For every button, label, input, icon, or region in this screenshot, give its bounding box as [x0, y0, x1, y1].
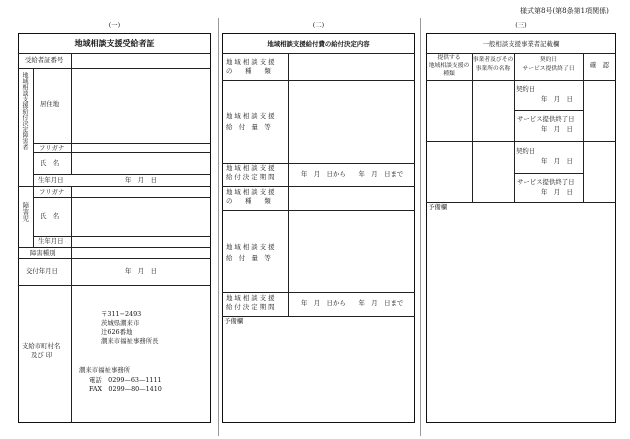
- municipality-label-line2: 及び 印: [31, 351, 53, 359]
- divider: [222, 186, 415, 187]
- divider: [222, 292, 415, 293]
- issuer-tel: 電話 0299—63—1111: [89, 376, 162, 384]
- amount-label-line1: 地 域 相 談 支 援: [226, 243, 275, 251]
- period-value: 年 月 日から 年 月 日まで: [301, 170, 404, 178]
- divider: [426, 80, 616, 81]
- entry-end-date: 年 月 日: [541, 188, 573, 196]
- issuer-officer: 潮来市福祉事務所長: [101, 337, 159, 345]
- entry-end-date: 年 月 日: [541, 125, 573, 133]
- panel-one-frame: [18, 33, 211, 423]
- col1-header-line2: 地域相談支援の: [428, 63, 470, 69]
- period-label-line1: 地 域 相 談 支 援: [226, 294, 275, 302]
- panel-three-title: 一般相談支援事業者記載欄: [482, 40, 560, 48]
- kind-label-line2: の 種 類: [226, 67, 271, 75]
- divider: [18, 247, 211, 248]
- entry-end-label: サービス提供終了日: [517, 178, 575, 186]
- birthdate-value: 年 月 日: [125, 176, 157, 184]
- amount-label-line2: 給 付 量 等: [226, 254, 271, 262]
- divider: [426, 53, 616, 54]
- divider: [18, 258, 211, 259]
- divider: [33, 174, 211, 175]
- panel-three-remarks-label: 予備欄: [428, 203, 448, 211]
- issuer-street: 辻626番地: [101, 328, 133, 336]
- divider: [71, 53, 72, 68]
- divider: [33, 152, 211, 153]
- divider: [222, 80, 415, 81]
- col3-header-line1: 契約日: [539, 57, 558, 63]
- divider: [222, 210, 415, 211]
- amount-label-line2: 給 付 量 等: [226, 123, 271, 131]
- child-section-label: 障害児: [21, 202, 30, 222]
- entry-contract-date: 年 月 日: [541, 157, 573, 165]
- furigana-label: フリガナ: [39, 144, 65, 152]
- col1-header-line3: 種類: [443, 71, 455, 77]
- amount-label-line1: 地 域 相 談 支 援: [226, 112, 275, 120]
- divider: [514, 53, 515, 202]
- disability-type-label: 障害種別: [30, 249, 56, 257]
- panel-two-number: (二): [312, 21, 325, 29]
- divider: [33, 68, 34, 186]
- address-label: 居住地: [40, 100, 60, 108]
- panel-three-number: (三): [515, 21, 527, 29]
- kind-label-line1: 地 域 相 談 支 援: [226, 188, 275, 196]
- divider: [18, 53, 211, 54]
- entry-end-label: サービス提供終了日: [517, 115, 575, 123]
- divider: [514, 110, 583, 111]
- divider: [18, 285, 211, 286]
- period-label-line1: 地 域 相 談 支 援: [226, 164, 275, 172]
- period-label-line2: 給 付 決 定 期 間: [226, 173, 275, 181]
- entry-contract-label: 契約日: [516, 147, 536, 155]
- child-furigana-label: フリガナ: [39, 188, 65, 196]
- panel-two-remarks-label: 予備欄: [224, 317, 244, 325]
- divider: [472, 53, 473, 202]
- name-label: 氏 名: [40, 159, 60, 167]
- divider: [18, 186, 211, 187]
- divider: [71, 285, 72, 423]
- issue-date-label: 交付年月日: [26, 267, 58, 275]
- col2-header-line2: 事業所の名称: [475, 66, 511, 72]
- issuer-postal: 〒311−2493: [101, 310, 142, 318]
- form-number: 様式第8号(第8条第1項関係): [520, 7, 609, 15]
- divider: [71, 186, 72, 247]
- entry-contract-label: 契約日: [516, 85, 536, 93]
- col3-header-line2: サービス提供終了日: [522, 66, 575, 72]
- divider: [288, 53, 289, 316]
- divider: [514, 173, 583, 174]
- divider: [426, 202, 616, 203]
- col4-header: 確 認: [589, 61, 610, 69]
- kind-label-line1: 地 域 相 談 支 援: [226, 58, 275, 66]
- divider: [33, 186, 34, 247]
- panel-two-title: 地域相談支援給付費の給付決定内容: [267, 40, 370, 48]
- divider: [222, 53, 415, 54]
- birthdate-label: 生年月日: [38, 176, 64, 184]
- issuer-office: 潮来市福祉事務所: [79, 366, 131, 374]
- issuer-prefecture-city: 茨城県潮来市: [101, 319, 140, 327]
- issue-date-value: 年 月 日: [125, 267, 157, 275]
- municipality-label-line1: 支給市町村名: [22, 342, 61, 350]
- child-birthdate-label: 生年月日: [38, 237, 64, 245]
- divider: [583, 53, 584, 202]
- divider: [33, 197, 211, 198]
- panel-separator: [420, 18, 421, 436]
- recipient-section-label: 地域相談支援給付決定障害者: [21, 72, 28, 150]
- period-value: 年 月 日から 年 月 日まで: [301, 299, 404, 307]
- panel-separator: [218, 18, 219, 436]
- panel-two-frame: [222, 33, 415, 423]
- kind-label-line2: の 種 類: [226, 197, 271, 205]
- divider: [71, 68, 72, 174]
- panel-one-title: 地域相談支援受給者証: [74, 38, 155, 48]
- entry-contract-date: 年 月 日: [541, 95, 573, 103]
- period-label-line2: 給 付 決 定 期 間: [226, 303, 275, 311]
- divider: [71, 247, 72, 258]
- col1-header-line1: 提供する: [437, 55, 461, 61]
- issuer-fax: FAX 0299—80—1410: [89, 385, 162, 393]
- divider: [18, 68, 211, 69]
- recipient-id-label: 受給者証番号: [25, 56, 64, 64]
- panel-one-number: (一): [108, 21, 121, 29]
- divider: [222, 316, 415, 317]
- col2-header-line1: 事業者及びその: [472, 57, 514, 63]
- child-name-label: 氏 名: [40, 212, 60, 220]
- divider: [426, 141, 616, 142]
